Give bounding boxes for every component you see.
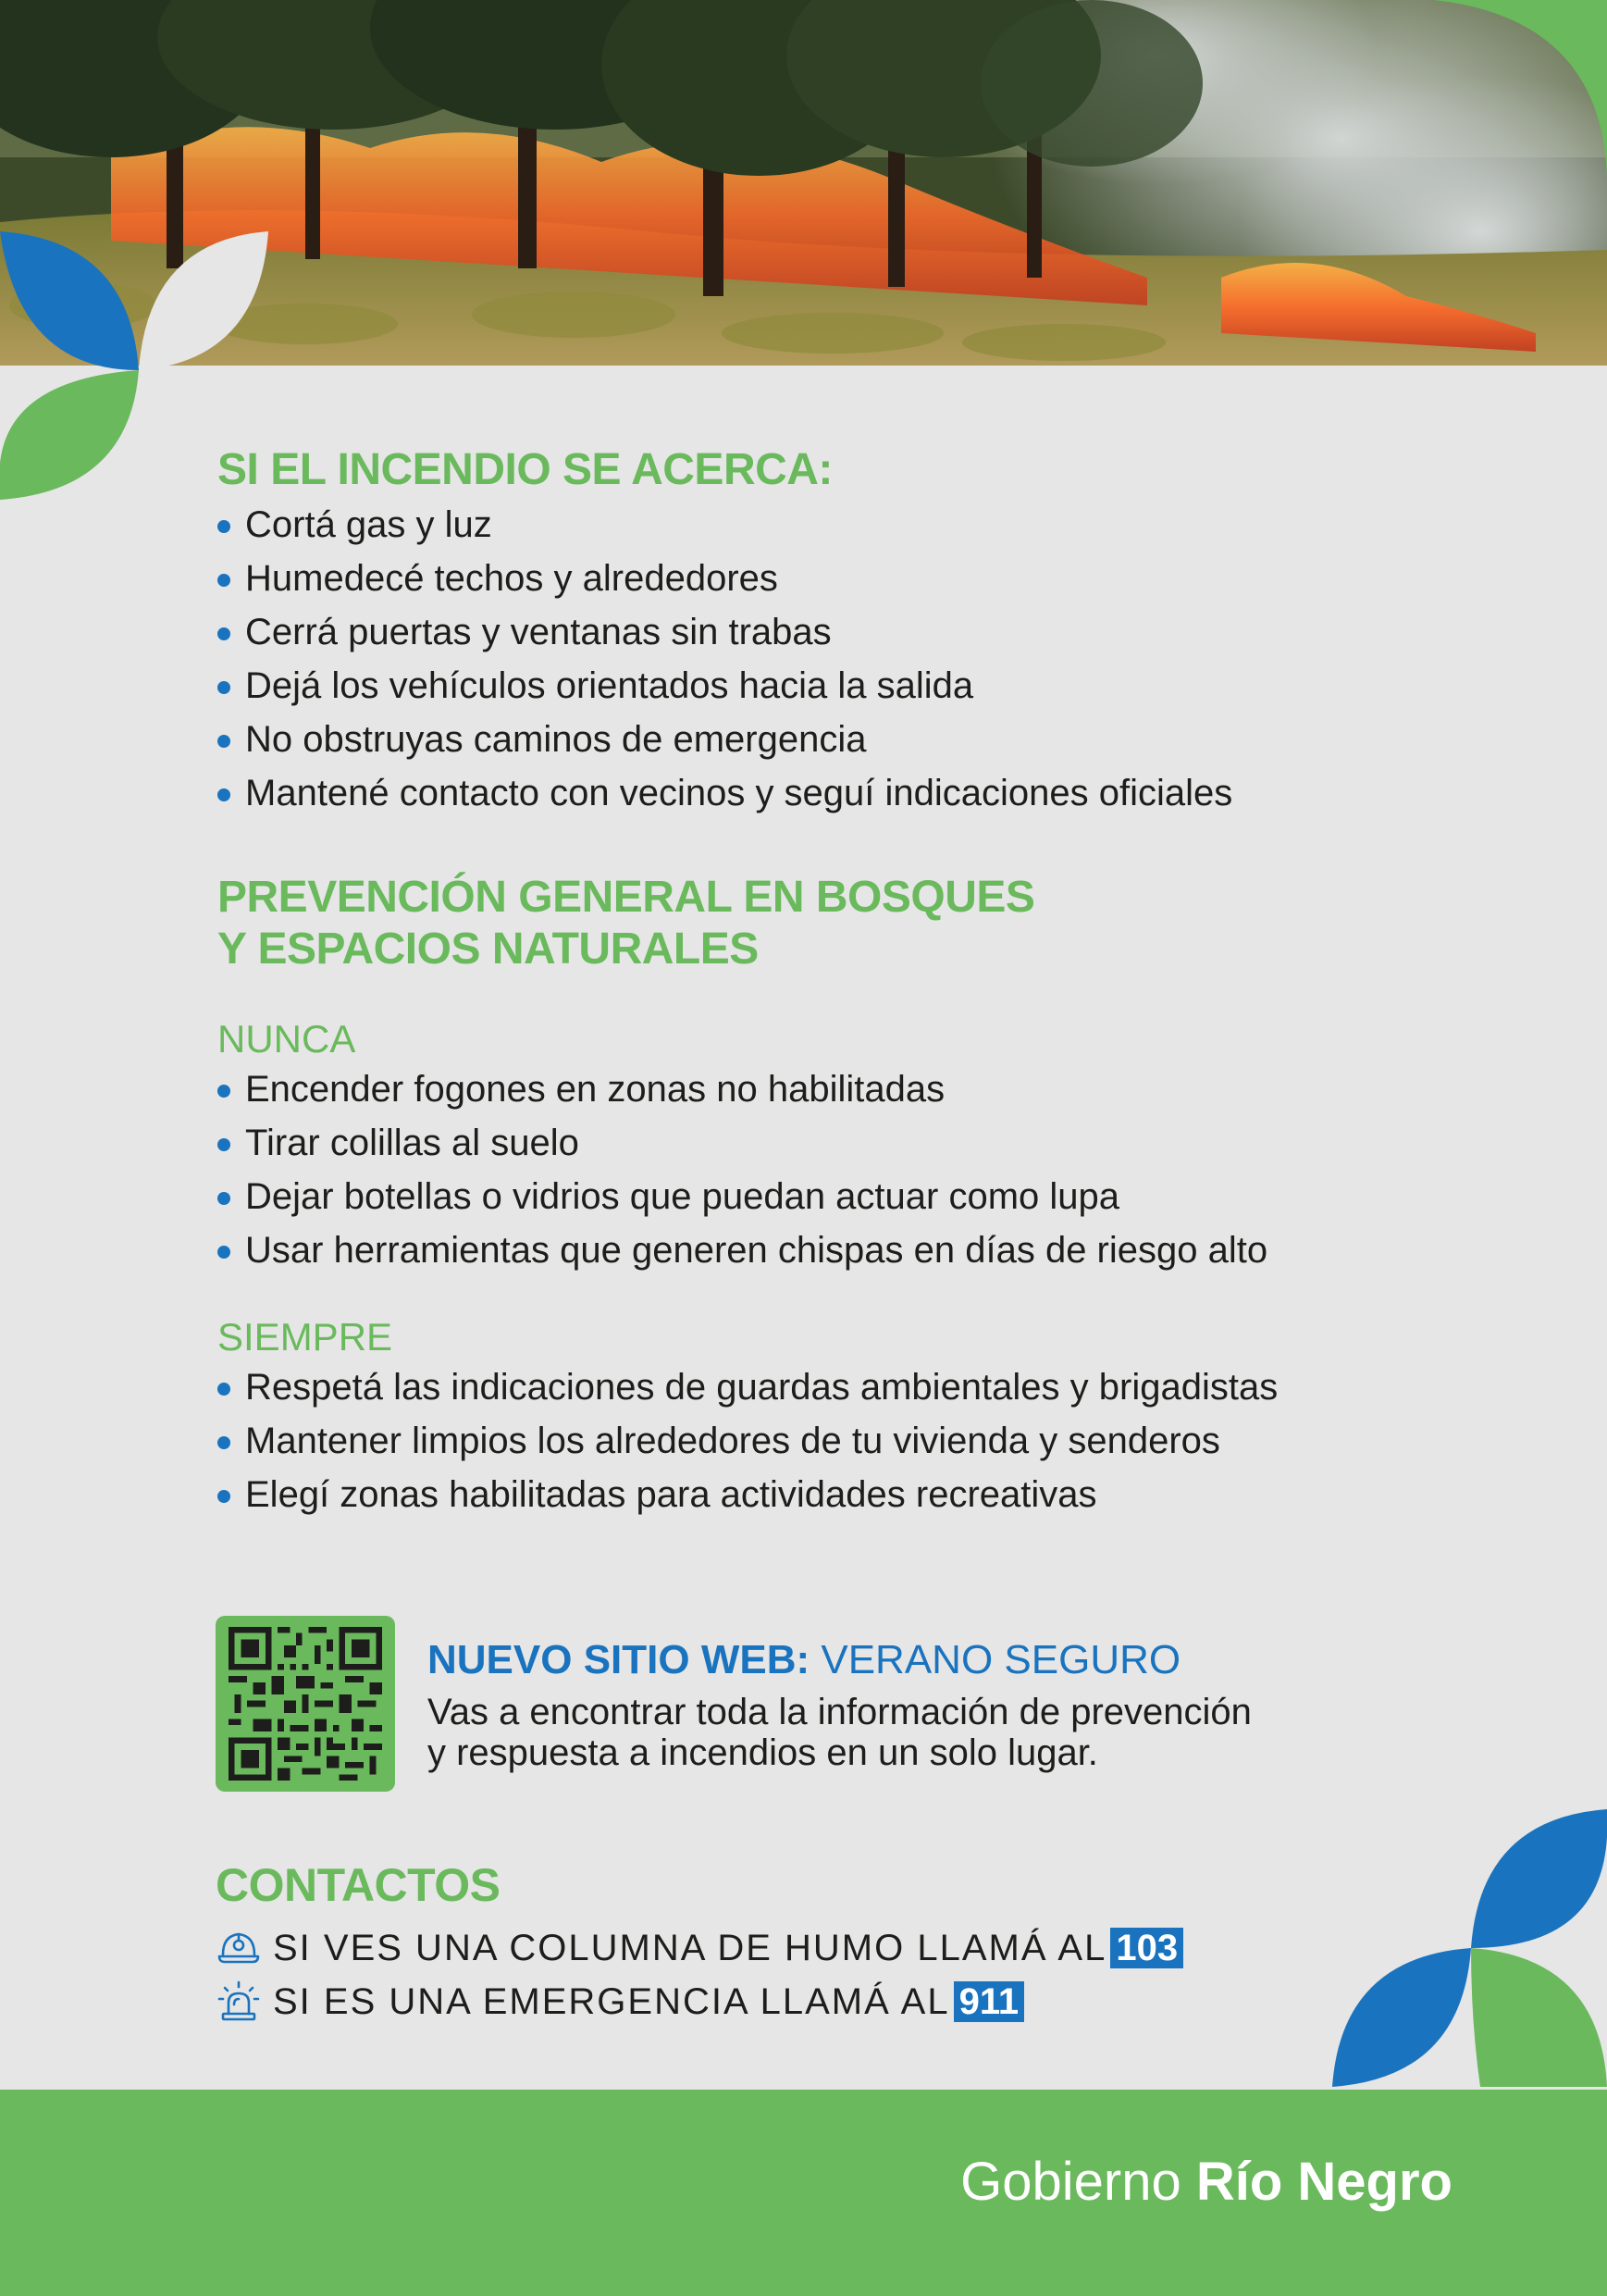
list-item: Usar herramientas que generen chispas en días de riesgo alto	[217, 1223, 1420, 1277]
website-title	[427, 1636, 1181, 1684]
nunca-list	[217, 1062, 1420, 1277]
brand-light: Gobierno	[960, 2152, 1196, 2212]
decorative-leaves-bottom-right	[1332, 1809, 1607, 2091]
contacts-section	[216, 1856, 1418, 2029]
brand-logo-gobierno-rio-negro	[960, 2150, 1452, 2215]
firefighter-helmet-icon	[216, 1925, 262, 1971]
list-item: Elegí zonas habilitadas para actividades recreativas	[217, 1468, 1420, 1521]
website-desc-line2: y respuesta a incendios en un solo lugar.	[427, 1732, 1098, 1773]
subtitle-siempre: SIEMPRE	[217, 1315, 393, 1359]
contacts-title: CONTACTOS	[216, 1859, 501, 1911]
brand-bold: Río Negro	[1195, 2152, 1452, 2212]
section-title-prevention	[217, 872, 1420, 975]
main-content	[217, 444, 1420, 1521]
prevention-title-line2: Y ESPACIOS NATURALES	[217, 925, 759, 974]
website-promo	[216, 1616, 1418, 1792]
website-title-bold: NUEVO SITIO WEB:	[427, 1637, 810, 1682]
website-title-name: VERANO SEGURO	[810, 1637, 1181, 1682]
siren-icon	[216, 1979, 262, 2025]
website-desc-line1: Vas a encontrar toda la información de prevención	[427, 1692, 1252, 1732]
fire-approaching-list	[217, 498, 1420, 820]
list-item: Mantener limpios los alrededores de tu vivienda y senderos	[217, 1414, 1420, 1468]
website-description	[427, 1692, 1445, 1773]
list-item: Tirar colillas al suelo	[217, 1116, 1420, 1170]
phone-number-911[interactable]: 911	[954, 1981, 1025, 2022]
phone-number-103[interactable]: 103	[1110, 1928, 1183, 1968]
decorative-arc-top-right	[1434, 0, 1607, 185]
subtitle-nunca: NUNCA	[217, 1017, 356, 1061]
list-item: Dejá los vehículos orientados hacia la salida	[217, 659, 1420, 713]
contact-text-emergency: SI ES UNA EMERGENCIA LLAMÁ AL	[273, 1980, 950, 2022]
list-item: Mantené contacto con vecinos y seguí indicaciones oficiales	[217, 766, 1420, 820]
footer-bar	[0, 2090, 1607, 2296]
qr-code[interactable]	[216, 1616, 395, 1792]
prevention-title-line1: PREVENCIÓN GENERAL EN BOSQUES	[217, 873, 1035, 922]
list-item: Cortá gas y luz	[217, 498, 1420, 552]
list-item: Cerrá puertas y ventanas sin trabas	[217, 605, 1420, 659]
list-item: Respetá las indicaciones de guardas ambientales y brigadistas	[217, 1360, 1420, 1414]
section-title-fire-approaching: SI EL INCENDIO SE ACERCA:	[217, 445, 833, 494]
siempre-list	[217, 1360, 1420, 1521]
contact-row-smoke	[216, 1921, 1418, 1975]
list-item: Humedecé techos y alrededores	[217, 552, 1420, 605]
contact-text-smoke: SI VES UNA COLUMNA DE HUMO LLAMÁ AL	[273, 1927, 1107, 1968]
list-item: No obstruyas caminos de emergencia	[217, 713, 1420, 766]
contact-row-emergency	[216, 1975, 1418, 2029]
list-item: Dejar botellas o vidrios que puedan actuar como lupa	[217, 1170, 1420, 1223]
list-item: Encender fogones en zonas no habilitadas	[217, 1062, 1420, 1116]
